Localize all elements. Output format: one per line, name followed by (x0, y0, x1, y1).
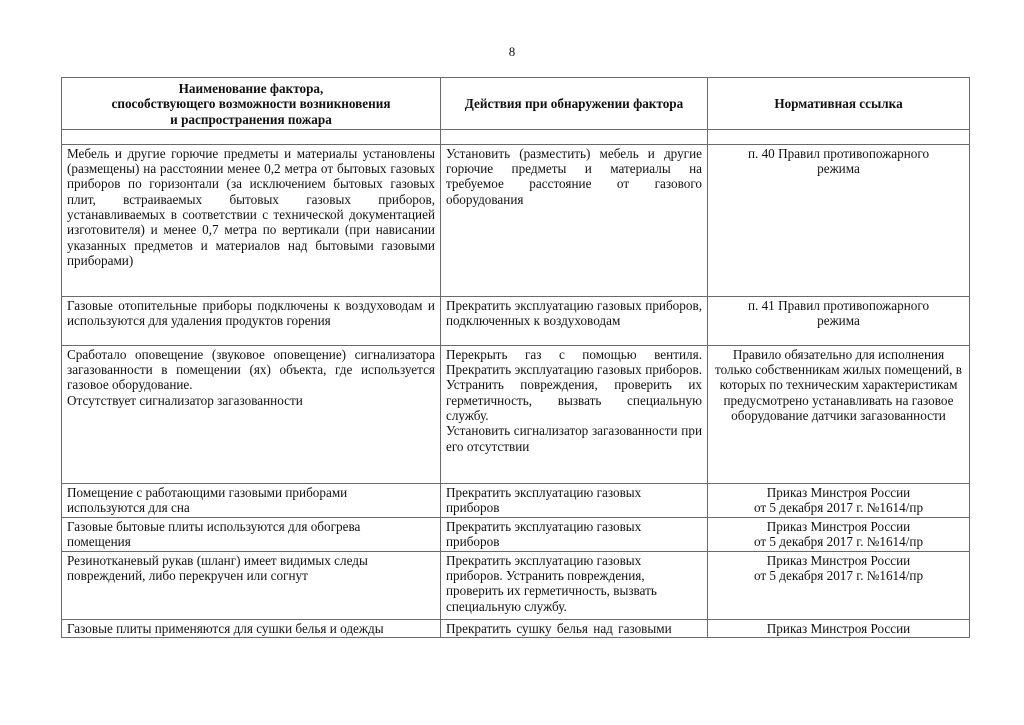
action-paragraph: Перекрыть газ с помощью вентиля. Прекратить эксплуатацию газовых приборов. Устранить повреждения, проверить их герметичность, вызвать специальную службу. (446, 346, 702, 424)
factor-cell: Газовые отопительные приборы подключены к воздуховодам и используются для удаления продуктов горения (62, 296, 441, 345)
header-line: способствующего возможности возникновения (111, 96, 391, 112)
reference-line: от 5 декабря 2017 г. №1614/пр (753, 568, 924, 584)
header-reference: Нормативная ссылка (708, 78, 970, 130)
action-cell: Прекратить эксплуатацию газовых приборов. Устранить повреждения, проверить их герметичность, вызвать специальную службу. (441, 551, 708, 619)
empty-row (62, 129, 970, 144)
empty-cell (441, 129, 708, 144)
empty-cell (62, 129, 441, 144)
action-cell: Прекратить эксплуатацию газовых приборов (441, 517, 708, 551)
action-cell: Прекратить эксплуатацию газовых приборов (441, 483, 708, 517)
factor-paragraph: Сработало оповещение (звуковое оповещение) сигнализатора загазованности в помещении (ях) объекта, где используется газовое оборудование. (67, 346, 435, 393)
reference-line: от 5 декабря 2017 г. №1614/пр (753, 500, 924, 516)
table-row (62, 551, 970, 619)
action-cell: Прекратить сушку белья над газовыми (441, 619, 708, 637)
table-row (62, 345, 970, 483)
factor-cell: Помещение с работающими газовыми приборами используются для сна (62, 483, 441, 517)
reference-cell (708, 517, 970, 551)
page-number: 8 (508, 44, 516, 59)
factor-cell: Мебель и другие горючие предметы и материалы установлены (размещены) на расстоянии менее 0,2 метра от бытовых газовых приборов по горизонтали (за исключением бытовых газовых плит, встраиваемых бытовых газовых приборов, устанавливаемых в соответствии с технической документацией изготовителя) и менее 0,7 метра по вертикали (при нависании указанных предметов и материалов над бытовыми газовыми приборами) (62, 144, 441, 296)
table-row (62, 144, 970, 296)
header-factor (62, 78, 441, 130)
action-cell: Установить (разместить) мебель и другие горючие предметы и материалы на требуемое расстояние от газового оборудования (441, 144, 708, 296)
reference-line: от 5 декабря 2017 г. №1614/пр (753, 534, 924, 550)
table-row (62, 296, 970, 345)
reference-cell (708, 551, 970, 619)
reference-line: Приказ Минстроя России (766, 552, 911, 568)
reference-line: Приказ Минстроя России (766, 484, 911, 500)
header-action: Действия при обнаружении фактора (441, 78, 708, 130)
fire-factors-table (61, 77, 970, 638)
action-cell: Прекратить эксплуатацию газовых приборов, подключенных к воздуховодам (441, 296, 708, 345)
factor-paragraph: Отсутствует сигнализатор загазованности (67, 392, 303, 408)
reference-cell: п. 40 Правил противопожарного режима (708, 144, 970, 296)
reference-line: Приказ Минстроя России (766, 518, 911, 534)
reference-line: Приказ Минстроя России (766, 620, 911, 636)
table-row (62, 517, 970, 551)
factor-cell: Газовые бытовые плиты используются для обогрева помещения (62, 517, 441, 551)
factor-cell: Резинотканевый рукав (шланг) имеет видимых следы повреждений, либо перекручен или согнут (62, 551, 441, 619)
reference-cell: Правило обязательно для исполнения только собственникам жилых помещений, в которых по техническим характеристикам предусмотрено устанавливать на газовое оборудование датчики загазованности (708, 345, 970, 483)
table-header-row (62, 78, 970, 130)
header-line: Наименование фактора, (178, 81, 324, 96)
factor-cell (62, 345, 441, 483)
reference-cell (708, 619, 970, 637)
reference-cell (708, 483, 970, 517)
reference-cell: п. 41 Правил противопожарного режима (708, 296, 970, 345)
table-row (62, 483, 970, 517)
table-row (62, 619, 970, 637)
action-cell (441, 345, 708, 483)
action-paragraph: Установить сигнализатор загазованности при его отсутствии (446, 423, 702, 454)
header-line: и распространения пожара (170, 111, 332, 127)
empty-cell (708, 129, 970, 144)
factor-cell: Газовые плиты применяются для сушки белья и одежды (62, 619, 441, 637)
